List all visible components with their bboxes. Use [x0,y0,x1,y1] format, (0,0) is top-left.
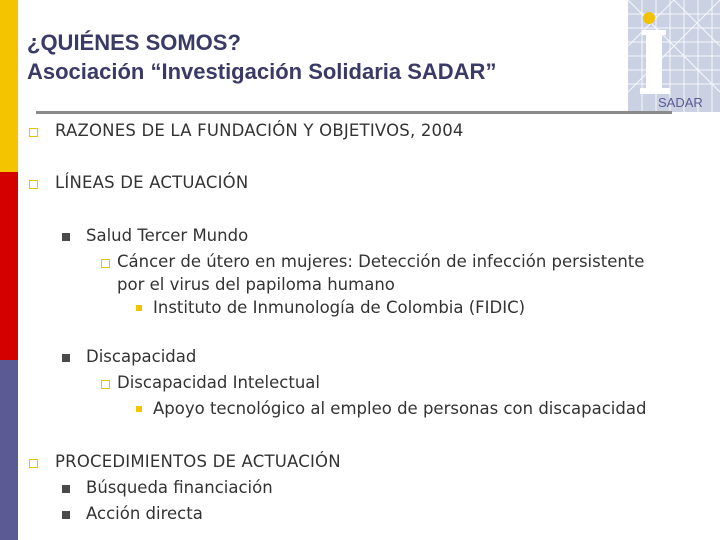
logo-text: SADAR [658,95,703,110]
item-procedimientos: PROCEDIMIENTOS DE ACTUACIÓN [55,452,341,471]
sadar-logo [628,0,720,112]
item-cancer-line-2: por el virus del papiloma humano [117,275,395,294]
slide-title [27,28,496,86]
side-bar-red [0,172,18,360]
title-line-1: ¿QUIÉNES SOMOS? [27,30,241,55]
side-bar-purple [0,360,18,540]
title-divider [36,111,672,114]
item-lineas: LÍNEAS DE ACTUACIÓN [55,173,249,192]
open-square-bullet-icon [101,380,110,389]
small-square-bullet-icon [136,406,142,412]
item-salud: Salud Tercer Mundo [86,226,249,245]
item-cancer-line-1: Cáncer de útero en mujeres: Detección de infección persistente [117,252,645,271]
item-discapacidad-intelectual: Discapacidad Intelectual [117,373,320,392]
open-square-bullet-icon [101,259,110,268]
item-instituto: Instituto de Inmunología de Colombia (FIDIC) [153,298,526,317]
open-square-bullet-icon [29,128,38,137]
filled-square-bullet-icon [62,354,70,362]
item-accion: Acción directa [86,504,203,523]
filled-square-bullet-icon [62,485,70,493]
open-square-bullet-icon [29,459,38,468]
item-busqueda: Búsqueda financiación [86,478,273,497]
small-square-bullet-icon [136,305,142,311]
filled-square-bullet-icon [62,511,70,519]
title-line-2: Asociación “Investigación Solidaria SADAR” [27,59,497,84]
item-discapacidad: Discapacidad [86,347,197,366]
open-square-bullet-icon [29,180,38,189]
side-bar-yellow [0,0,18,172]
filled-square-bullet-icon [62,233,70,241]
item-razones: RAZONES DE LA FUNDACIÓN Y OBJETIVOS, 2004 [55,121,464,140]
item-apoyo: Apoyo tecnológico al empleo de personas con discapacidad [153,399,647,418]
